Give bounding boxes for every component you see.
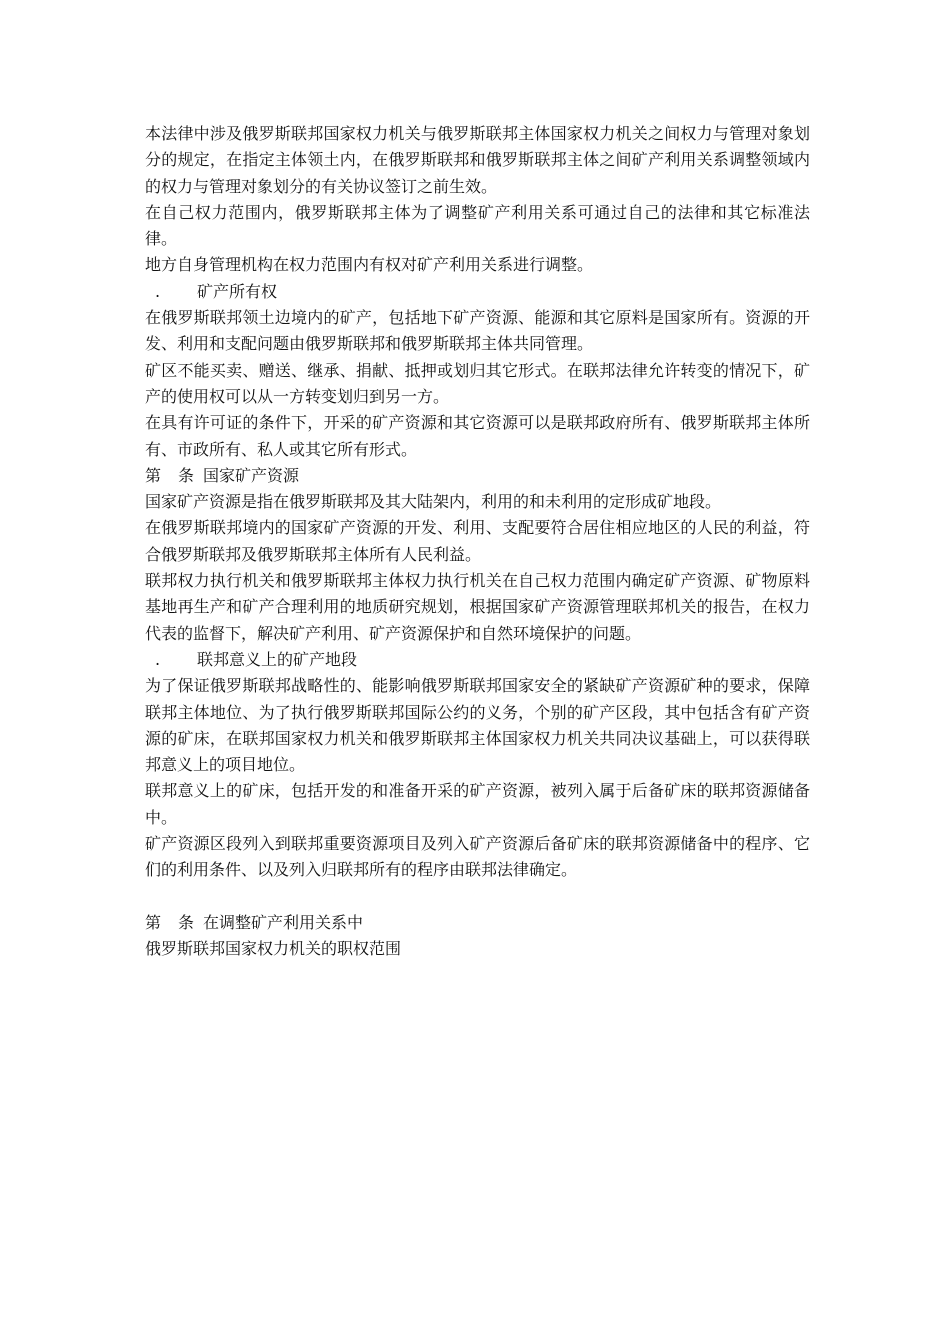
document-body bbox=[145, 121, 810, 962]
article-suffix: 条 bbox=[178, 465, 195, 485]
paragraph: 为了保证俄罗斯联邦战略性的、能影响俄罗斯联邦国家安全的紧缺矿产资源矿种的要求，保障联邦主体地位、为了执行俄罗斯联邦国际公约的义务，个别的矿产区段，其中包括含有矿产资源的矿床，在联邦国家权力机关和俄罗斯联邦主体国家权力机关共同决议基础上，可以获得联邦意义上的项目地位。 bbox=[145, 676, 810, 775]
article-title: 国家矿产资源 bbox=[203, 465, 300, 485]
paragraph: 矿产资源区段列入到联邦重要资源项目及列入矿产资源后备矿床的联邦资源储备中的程序、它们的利用条件、以及列入归联邦所有的程序由联邦法律确定。 bbox=[145, 834, 810, 880]
paragraph: 俄罗斯联邦国家权力机关的职权范围 bbox=[145, 938, 402, 958]
section-marker: . bbox=[155, 649, 161, 669]
section-title: 矿产所有权 bbox=[197, 281, 278, 301]
article-prefix: 第 bbox=[145, 912, 162, 932]
paragraph: 在俄罗斯联邦境内的国家矿产资源的开发、利用、支配要符合居住相应地区的人民的利益，符合俄罗斯联邦及俄罗斯联邦主体所有人民利益。 bbox=[145, 518, 810, 564]
paragraph: 本法律中涉及俄罗斯联邦国家权力机关与俄罗斯联邦主体国家权力机关之间权力与管理对象划分的规定，在指定主体领土内，在俄罗斯联邦和俄罗斯联邦主体之间矿产利用关系调整领域内的权力与管理对象划分的有关协议签订之前生效。 bbox=[145, 124, 810, 196]
paragraph: 联邦意义上的矿床，包括开发的和准备开采的矿产资源，被列入属于后备矿床的联邦资源储备中。 bbox=[145, 781, 810, 827]
paragraph: 在自己权力范围内，俄罗斯联邦主体为了调整矿产利用关系可通过自己的法律和其它标准法律。 bbox=[145, 202, 810, 249]
section-heading bbox=[145, 279, 810, 305]
paragraph: 在俄罗斯联邦领土边境内的矿产，包括地下矿产资源、能源和其它原料是国家所有。资源的开发、利用和支配问题由俄罗斯联邦和俄罗斯联邦主体共同管理。 bbox=[145, 308, 810, 354]
paragraph: 地方自身管理机构在权力范围内有权对矿产利用关系进行调整。 bbox=[145, 255, 594, 275]
paragraph: 在具有许可证的条件下，开采的矿产资源和其它资源可以是联邦政府所有、俄罗斯联邦主体所有、市政所有、私人或其它所有形式。 bbox=[145, 413, 810, 459]
article-prefix: 第 bbox=[145, 465, 162, 485]
article-heading bbox=[145, 463, 810, 489]
section-heading bbox=[145, 647, 810, 673]
section-marker: . bbox=[155, 281, 161, 301]
article-title: 在调整矿产利用关系中 bbox=[203, 912, 364, 932]
section-title: 联邦意义上的矿产地段 bbox=[197, 649, 358, 669]
paragraph: 矿区不能买卖、赠送、继承、捐献、抵押或划归其它形式。在联邦法律允许转变的情况下，矿产的使用权可以从一方转变划归到另一方。 bbox=[145, 360, 810, 406]
article-heading bbox=[145, 910, 810, 936]
article-suffix: 条 bbox=[178, 912, 195, 932]
paragraph: 国家矿产资源是指在俄罗斯联邦及其大陆架内，利用的和未利用的定形成矿地段。 bbox=[145, 492, 722, 512]
blank-line bbox=[145, 884, 810, 910]
paragraph: 联邦权力执行机关和俄罗斯联邦主体权力执行机关在自己权力范围内确定矿产资源、矿物原料基地再生产和矿产合理利用的地质研究规划，根据国家矿产资源管理联邦机关的报告，在权力代表的监督下，解决矿产利用、矿产资源保护和自然环境保护的问题。 bbox=[145, 571, 810, 643]
